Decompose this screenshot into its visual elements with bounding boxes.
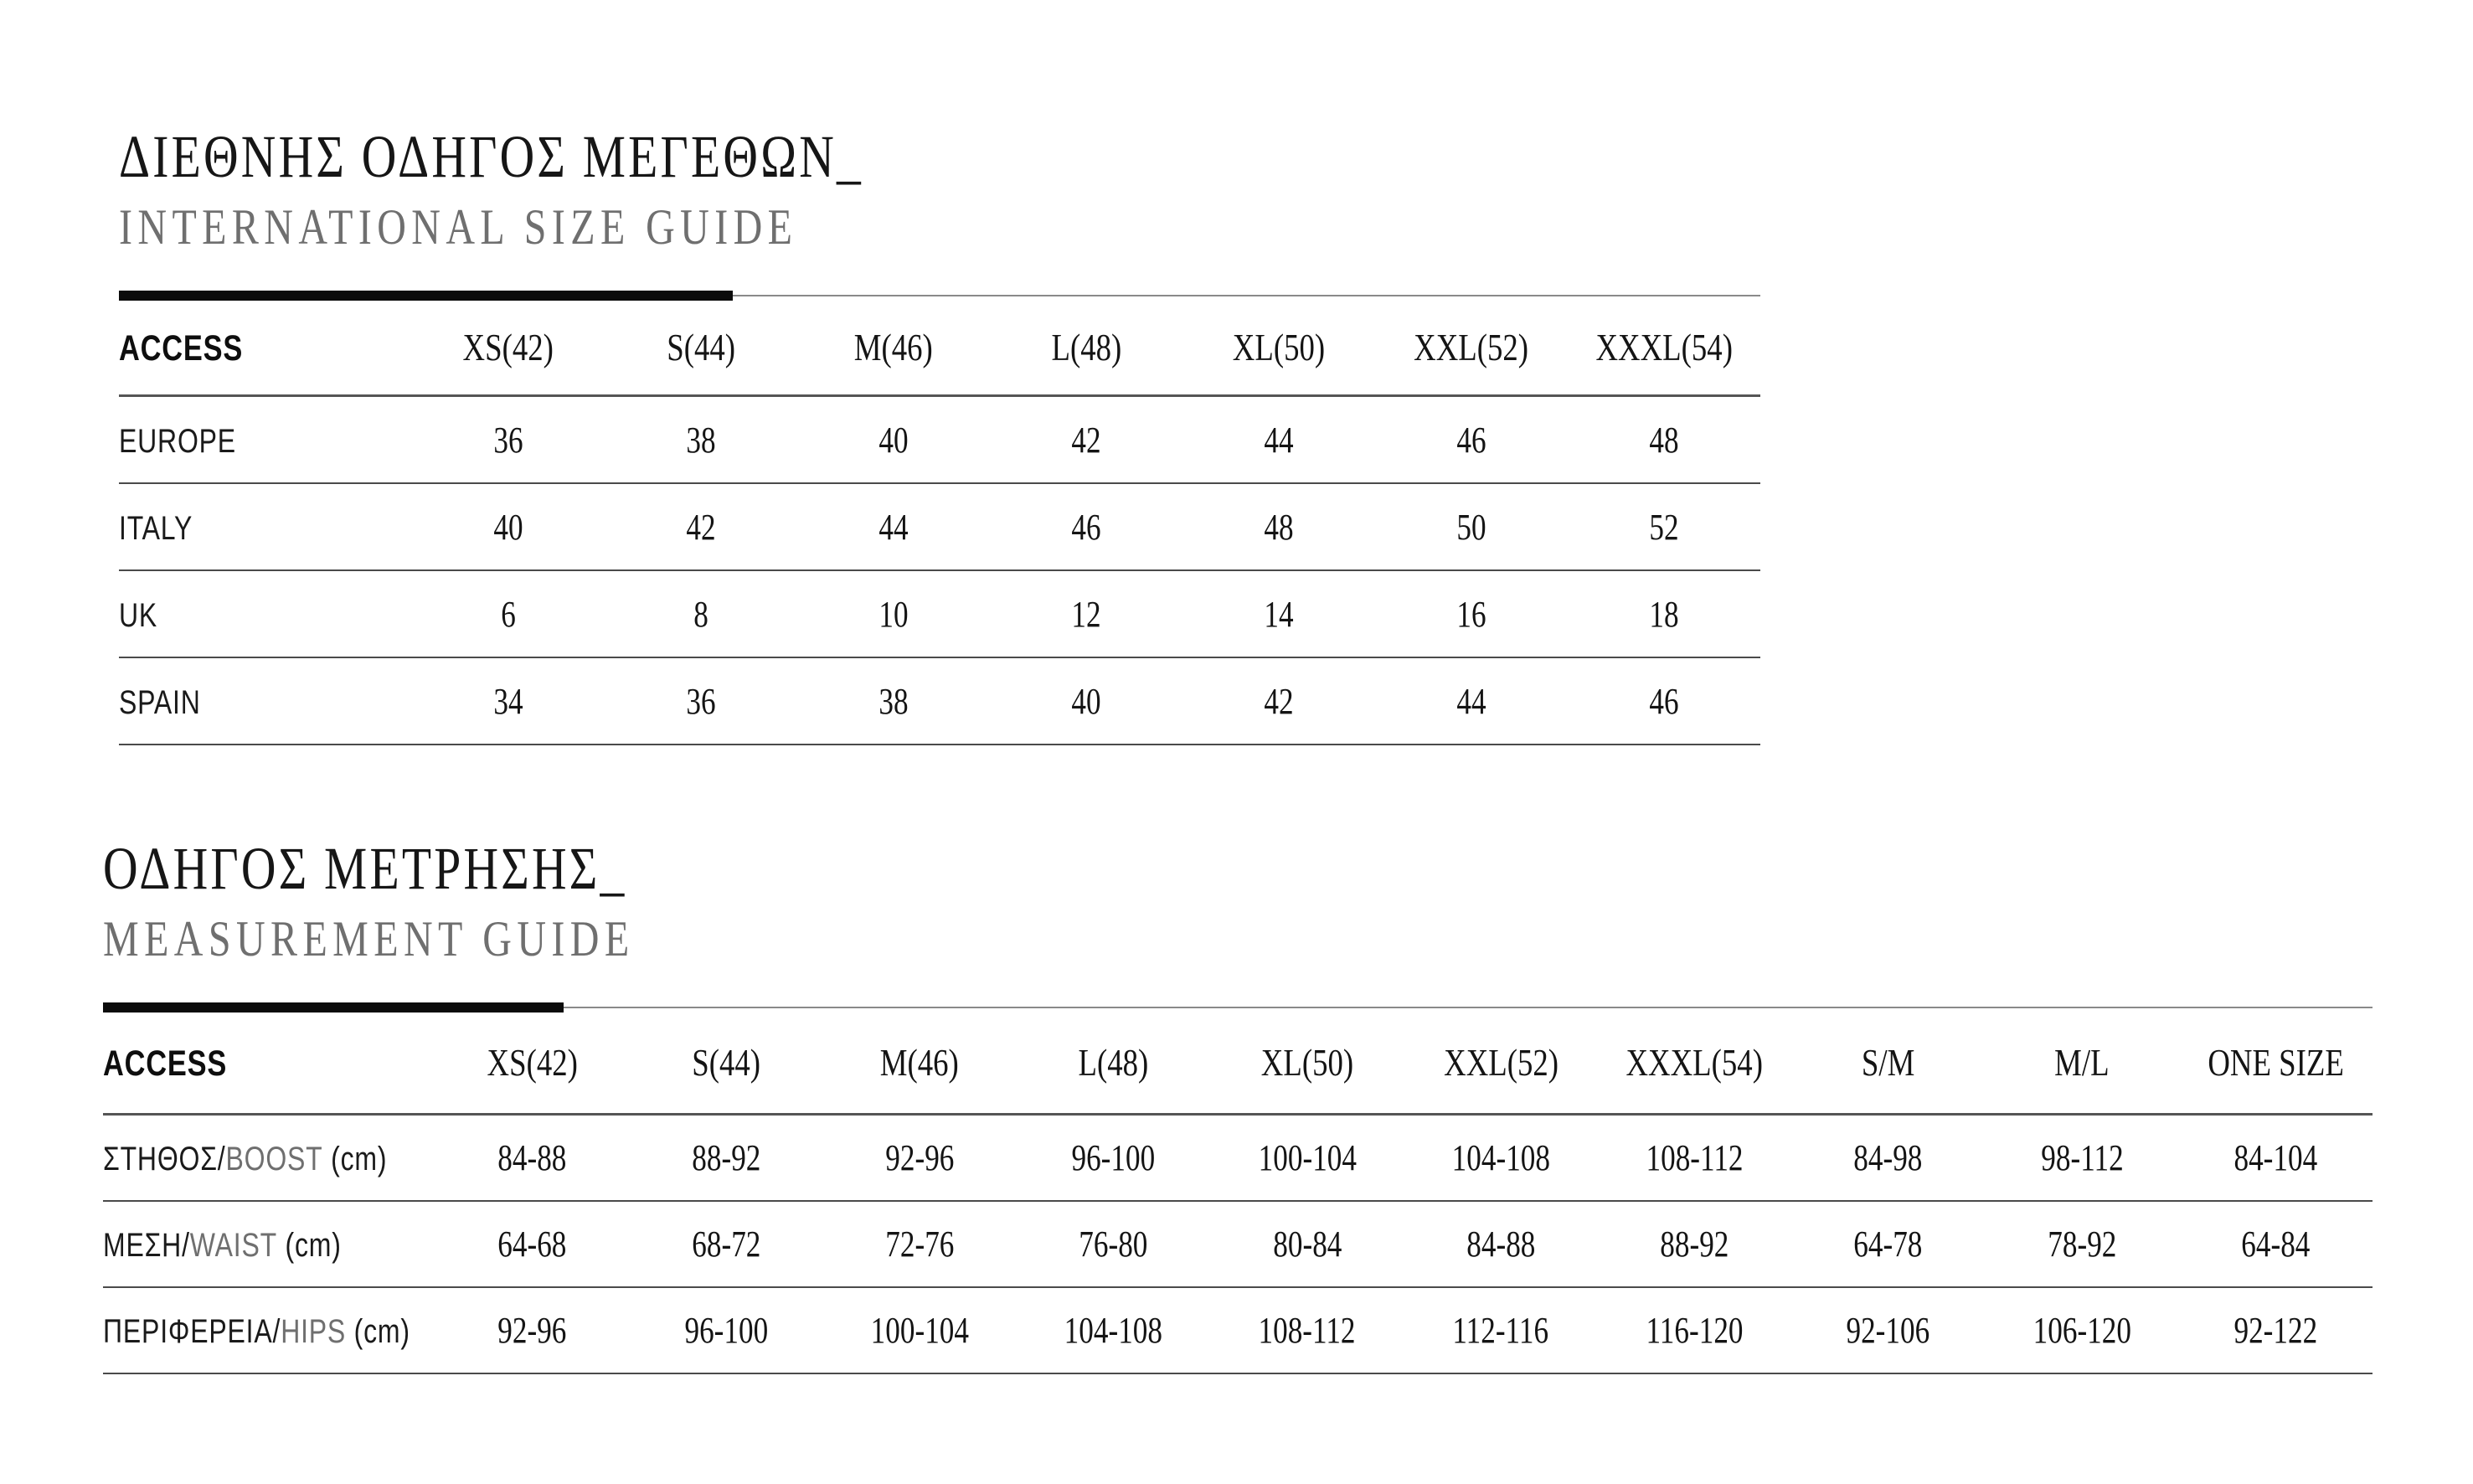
size-value-cell	[1375, 505, 1568, 549]
table-row-spain	[119, 658, 1760, 745]
size-value: 18	[1649, 593, 1679, 635]
size-value-cell	[797, 505, 990, 549]
measurement-header-row	[103, 1013, 2373, 1116]
measurement-value: 100-104	[870, 1310, 969, 1352]
size-value: 38	[878, 680, 909, 722]
size-value-cell	[1375, 592, 1568, 636]
size-value-cell	[605, 505, 797, 549]
column-header-cell	[1404, 1040, 1598, 1085]
column-header-cell	[1017, 1040, 1210, 1085]
column-header: ONE SIZE	[2208, 1041, 2344, 1085]
column-header: S(44)	[667, 326, 735, 369]
measurement-value-cell	[1598, 1308, 1791, 1352]
measurement-value: 84-88	[497, 1137, 567, 1179]
size-value-cell	[1375, 418, 1568, 461]
brand-cell	[119, 326, 412, 369]
row-label	[103, 1227, 342, 1265]
measurement-guide-section	[103, 837, 2373, 1374]
size-value: 44	[1264, 419, 1294, 461]
column-header-cell	[990, 325, 1182, 369]
measurement-value-cell	[1791, 1136, 1985, 1179]
measurement-value: 108-112	[1646, 1137, 1744, 1179]
measurement-value-cell	[435, 1308, 629, 1352]
measurement-guide-title-text: ΟΔΗΓΟΣ ΜΕΤΡΗΣΗΣ_	[103, 835, 627, 902]
row-label: UK	[119, 596, 158, 634]
measurement-value-cell	[1598, 1136, 1791, 1179]
international-guide-title-greek	[119, 123, 1760, 190]
size-value: 38	[686, 419, 716, 461]
row-label-cell	[119, 679, 412, 723]
size-value: 44	[1456, 680, 1486, 722]
size-value: 46	[1649, 680, 1679, 722]
size-value-cell	[1568, 418, 1760, 461]
column-header-cell	[412, 325, 605, 369]
size-value-cell	[1375, 679, 1568, 723]
measurement-value: 112-116	[1452, 1310, 1549, 1352]
column-header-cell	[1182, 325, 1375, 369]
measurement-value: 98-112	[2040, 1137, 2124, 1179]
size-value: 42	[1071, 419, 1101, 461]
international-table-top-rule	[119, 291, 1760, 301]
measurement-value: 64-78	[1853, 1224, 1923, 1265]
measurement-value-cell	[823, 1136, 1017, 1179]
row-label-cell	[103, 1222, 435, 1265]
measurement-value: 96-100	[1071, 1137, 1156, 1179]
measurement-value: 68-72	[691, 1224, 760, 1265]
size-value: 40	[1071, 680, 1101, 722]
size-value: 52	[1649, 506, 1679, 548]
row-label-cell	[103, 1136, 435, 1179]
measurement-value: 92-96	[885, 1137, 955, 1179]
size-value: 48	[1264, 506, 1294, 548]
measurement-value: 84-88	[1466, 1224, 1536, 1265]
size-value: 8	[693, 593, 708, 635]
measurement-value: 106-120	[2032, 1310, 2131, 1352]
size-value-cell	[1568, 679, 1760, 723]
international-guide-title-text: ΔΙΕΘΝΗΣ ΟΔΗΓΟΣ ΜΕΓΕΘΩΝ_	[119, 123, 864, 190]
measurement-value-cell	[1210, 1222, 1404, 1265]
column-header: XXXL(54)	[1625, 1041, 1764, 1085]
row-label-cell	[119, 418, 412, 461]
measurement-value: 76-80	[1079, 1224, 1148, 1265]
measurement-guide-title-english	[103, 910, 2373, 966]
column-header: XS(42)	[487, 1041, 578, 1085]
size-value-cell	[412, 592, 605, 636]
column-header-cell	[1568, 325, 1760, 369]
measurement-guide-title-greek	[103, 837, 2373, 901]
measurement-value-cell	[1017, 1136, 1210, 1179]
column-header: M/L	[2054, 1041, 2110, 1085]
row-label-unit: (cm)	[353, 1313, 410, 1351]
measurement-value: 100-104	[1258, 1137, 1357, 1179]
column-header-cell	[2179, 1040, 2373, 1085]
measurement-value: 96-100	[684, 1310, 768, 1352]
measurement-value-cell	[1017, 1308, 1210, 1352]
row-label-cell	[119, 592, 412, 636]
size-value-cell	[412, 505, 605, 549]
measurement-value-cell	[1985, 1308, 2178, 1352]
column-header: S(44)	[692, 1041, 760, 1085]
row-label	[103, 1313, 410, 1351]
row-label-slash: /	[217, 1141, 226, 1178]
row-label: SPAIN	[119, 683, 201, 721]
column-header-cell	[605, 325, 797, 369]
international-header-row	[119, 301, 1760, 397]
table-row-bust	[103, 1116, 2373, 1202]
measurement-value-cell	[823, 1222, 1017, 1265]
size-value: 34	[493, 680, 523, 722]
measurement-value: 84-98	[1853, 1137, 1923, 1179]
brand-cell	[103, 1041, 435, 1085]
measurement-value-cell	[2179, 1136, 2373, 1179]
measurement-value-cell	[1791, 1222, 1985, 1265]
measurement-value-cell	[823, 1308, 1017, 1352]
measurement-value-cell	[1985, 1136, 2178, 1179]
measurement-value-cell	[1210, 1136, 1404, 1179]
column-header: M(46)	[880, 1041, 960, 1085]
column-header-cell	[629, 1040, 822, 1085]
measurement-value-cell	[1791, 1308, 1985, 1352]
measurement-value: 116-120	[1646, 1310, 1744, 1352]
size-value-cell	[412, 679, 605, 723]
size-value-cell	[990, 505, 1182, 549]
size-value: 10	[878, 593, 909, 635]
header-accent-bar	[103, 1002, 564, 1013]
size-value: 16	[1456, 593, 1486, 635]
measurement-value-cell	[1017, 1222, 1210, 1265]
column-header-cell	[435, 1040, 629, 1085]
measurement-value-cell	[2179, 1222, 2373, 1265]
row-label-greek: ΣΤΗΘΟΣ	[103, 1141, 218, 1178]
size-value: 12	[1071, 593, 1101, 635]
column-header: XL(50)	[1260, 1041, 1354, 1085]
size-value-cell	[797, 418, 990, 461]
row-label-english: BOOST	[225, 1141, 323, 1178]
measurement-value: 64-84	[2241, 1224, 2311, 1265]
measurement-value-cell	[1210, 1308, 1404, 1352]
size-value-cell	[990, 418, 1182, 461]
size-value-cell	[1182, 418, 1375, 461]
brand-label: ACCESS	[103, 1043, 228, 1084]
measurement-value-cell	[1598, 1222, 1791, 1265]
measurement-guide-subtitle-text: MEASUREMENT GUIDE	[103, 910, 635, 966]
table-row-europe	[119, 397, 1760, 484]
size-value-cell	[1568, 505, 1760, 549]
column-header-cell	[797, 325, 990, 369]
measurement-value: 92-106	[1846, 1310, 1930, 1352]
size-value: 42	[1264, 680, 1294, 722]
row-label-unit: (cm)	[331, 1141, 388, 1178]
size-value-cell	[1182, 592, 1375, 636]
measurement-value: 92-96	[497, 1310, 567, 1352]
row-label-cell	[103, 1308, 435, 1352]
column-header: XXL(52)	[1414, 326, 1529, 369]
column-header-cell	[1210, 1040, 1404, 1085]
table-row-italy	[119, 484, 1760, 571]
row-label-greek: ΜΕΣΗ	[103, 1227, 183, 1265]
size-value: 36	[493, 419, 523, 461]
size-value-cell	[797, 679, 990, 723]
international-size-guide-section	[119, 123, 1760, 745]
measurement-value-cell	[2179, 1308, 2373, 1352]
column-header: XS(42)	[462, 326, 554, 369]
measurement-value: 84-104	[2233, 1137, 2318, 1179]
row-label-cell	[119, 505, 412, 549]
size-value: 42	[686, 506, 716, 548]
column-header: S/M	[1862, 1041, 1915, 1085]
measurement-value: 104-108	[1064, 1310, 1163, 1352]
size-value: 14	[1264, 593, 1294, 635]
column-header: L(48)	[1078, 1041, 1149, 1085]
size-value: 36	[686, 680, 716, 722]
size-value-cell	[412, 418, 605, 461]
measurement-value-cell	[1404, 1136, 1598, 1179]
header-accent-bar	[119, 291, 733, 301]
row-label	[103, 1141, 387, 1178]
measurement-value-cell	[1985, 1222, 2178, 1265]
international-guide-subtitle-text: INTERNATIONAL SIZE GUIDE	[119, 198, 798, 255]
column-header: M(46)	[853, 326, 934, 369]
row-label: ITALY	[119, 509, 193, 547]
measurement-value-cell	[435, 1136, 629, 1179]
measurement-table-top-rule	[103, 1002, 2373, 1013]
size-value: 46	[1456, 419, 1486, 461]
column-header-cell	[1791, 1040, 1985, 1085]
size-value: 50	[1456, 506, 1486, 548]
size-value-cell	[1182, 679, 1375, 723]
size-value-cell	[605, 679, 797, 723]
measurement-value: 104-108	[1451, 1137, 1550, 1179]
size-value: 6	[501, 593, 516, 635]
column-header-cell	[1375, 325, 1568, 369]
column-header: XXL(52)	[1443, 1041, 1559, 1085]
table-row-hips	[103, 1288, 2373, 1374]
measurement-value-cell	[629, 1222, 822, 1265]
size-value-cell	[990, 679, 1182, 723]
column-header: XL(50)	[1232, 326, 1326, 369]
measurement-value: 80-84	[1272, 1224, 1342, 1265]
row-label-english: HIPS	[281, 1313, 347, 1351]
measurement-value: 78-92	[2047, 1224, 2117, 1265]
size-value: 44	[878, 506, 909, 548]
measurement-value-cell	[1404, 1222, 1598, 1265]
size-value-cell	[1568, 592, 1760, 636]
column-header-cell	[1985, 1040, 2178, 1085]
size-value-cell	[605, 592, 797, 636]
size-value: 40	[493, 506, 523, 548]
measurement-value: 88-92	[691, 1137, 760, 1179]
row-label-slash: /	[272, 1313, 281, 1351]
measurement-value: 108-112	[1258, 1310, 1356, 1352]
row-label-greek: ΠΕΡΙΦΕΡΕΙΑ	[103, 1313, 273, 1351]
size-value-cell	[605, 418, 797, 461]
row-label-unit: (cm)	[285, 1227, 342, 1265]
international-guide-title-english	[119, 198, 1760, 255]
row-label-slash: /	[182, 1227, 190, 1265]
size-value: 48	[1649, 419, 1679, 461]
measurement-value: 72-76	[885, 1224, 955, 1265]
row-label: EUROPE	[119, 422, 236, 460]
measurement-value-cell	[629, 1136, 822, 1179]
size-value: 46	[1071, 506, 1101, 548]
brand-label: ACCESS	[119, 327, 244, 368]
measurement-value: 64-68	[497, 1224, 567, 1265]
row-label-english: WAIST	[189, 1227, 277, 1265]
measurement-value-cell	[1404, 1308, 1598, 1352]
size-value-cell	[1182, 505, 1375, 549]
column-header: L(48)	[1051, 326, 1121, 369]
table-row-waist	[103, 1202, 2373, 1288]
size-value-cell	[797, 592, 990, 636]
column-header-cell	[1598, 1040, 1791, 1085]
column-header: XXXL(54)	[1595, 326, 1733, 369]
column-header-cell	[823, 1040, 1017, 1085]
size-value: 40	[878, 419, 909, 461]
measurement-value: 88-92	[1660, 1224, 1729, 1265]
measurement-value: 92-122	[2233, 1310, 2318, 1352]
measurement-value-cell	[629, 1308, 822, 1352]
measurement-value-cell	[435, 1222, 629, 1265]
table-row-uk	[119, 571, 1760, 658]
size-value-cell	[990, 592, 1182, 636]
